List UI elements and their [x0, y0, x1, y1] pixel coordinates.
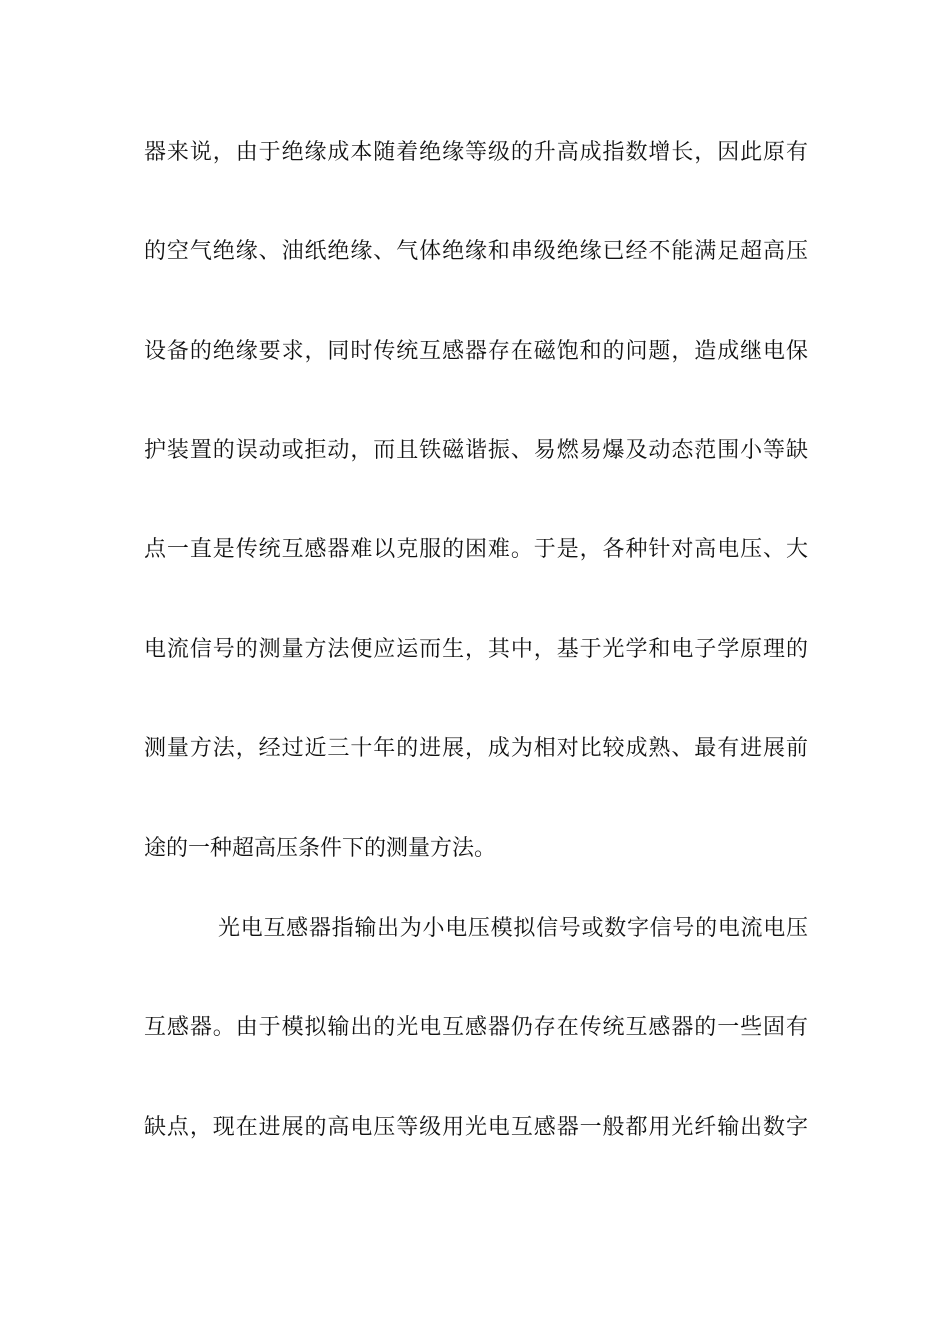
text-line: 电流信号的测量方法便应运而生，其中，基于光学和电子学原理的 — [144, 637, 808, 662]
text-line: 的空气绝缘、油纸绝缘、气体绝缘和串级绝缘已经不能满足超高压 — [144, 239, 808, 264]
text-line: 测量方法，经过近三十年的进展，成为相对比较成熟、最有进展前 — [144, 736, 808, 761]
text-line: 护装置的误动或拒动，而且铁磁谐振、易燃易爆及动态范围小等缺 — [144, 438, 808, 463]
text-line: 光电互感器指输出为小电压模拟信号或数字信号的电流电压 — [218, 916, 808, 941]
text-line: 设备的绝缘要求，同时传统互感器存在磁饱和的问题，造成继电保 — [144, 339, 808, 364]
text-line: 缺点，现在进展的高电压等级用光电互感器一般都用光纤输出数字 — [144, 1115, 808, 1140]
text-line: 互感器。由于模拟输出的光电互感器仍存在传统互感器的一些固有 — [144, 1015, 808, 1040]
text-line: 器来说，由于绝缘成本随着绝缘等级的升高成指数增长，因此原有 — [144, 140, 808, 165]
text-line: 途的一种超高压条件下的测量方法。 — [144, 836, 497, 861]
text-line: 点一直是传统互感器难以克服的困难。于是，各种针对高电压、大 — [144, 537, 808, 562]
